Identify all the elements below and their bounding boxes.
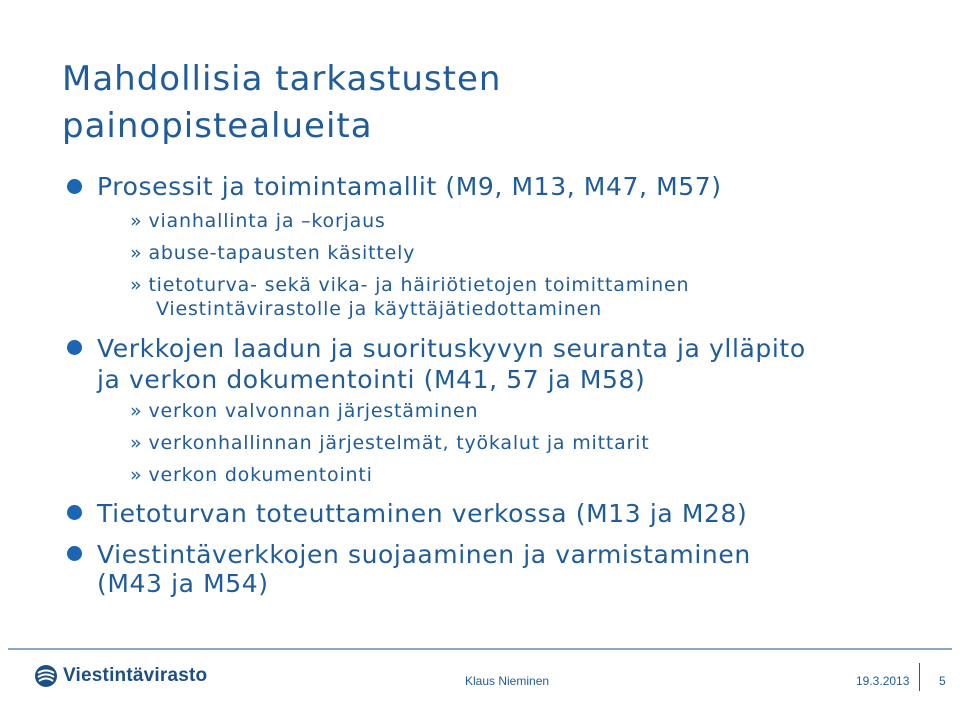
- footer-date: 19.3.2013: [856, 674, 910, 688]
- slide-title: [62, 56, 501, 150]
- sub-item-1-2: [130, 240, 415, 266]
- bullet-text: (M43 ja M54): [97, 569, 269, 598]
- bullet-item-1: [97, 171, 722, 202]
- sub-item-1-3-cont: [156, 296, 602, 322]
- sub-item-text: verkon dokumentointi: [148, 464, 373, 486]
- bullet-item-3: [97, 498, 747, 529]
- sub-bullet-mark: »: [130, 432, 143, 454]
- viestintavirasto-logo-icon: [34, 664, 58, 688]
- bullet-text: Viestintäverkkojen suojaaminen ja varmistaminen: [97, 540, 751, 569]
- viestintavirasto-logo: [34, 664, 207, 688]
- sub-bullet-mark: »: [130, 210, 143, 232]
- sub-item-1-1: [130, 208, 386, 234]
- slide-title-line-1: Mahdollisia tarkastusten: [62, 59, 502, 99]
- sub-item-text: verkon valvonnan järjestäminen: [148, 400, 479, 422]
- page-number: 5: [939, 674, 946, 688]
- bullet-dot: [67, 546, 82, 561]
- bullet-text: Verkkojen laadun ja suorituskyvyn seuranta ja ylläpito: [97, 334, 806, 363]
- sub-item-text: abuse-tapausten käsittely: [148, 242, 416, 264]
- slide-title-line-2: painopistealueita: [62, 106, 373, 146]
- bullet-dot: [67, 340, 82, 355]
- sub-bullet-mark: »: [130, 464, 143, 486]
- bullet-item-4-cont: [97, 568, 269, 599]
- logo-text: Viestintävirasto: [63, 665, 208, 686]
- sub-item-2-2: [130, 430, 649, 456]
- bullet-dot: [67, 179, 82, 194]
- footer-separator: [919, 663, 920, 691]
- sub-bullet-mark: »: [130, 274, 143, 296]
- bullet-item-4: [97, 539, 751, 570]
- bullet-text: Prosessit ja toimintamallit (M9, M13, M47, M57): [97, 172, 722, 201]
- bullet-item-2-cont: [97, 364, 645, 395]
- footer-divider: [8, 648, 952, 650]
- sub-bullet-mark: »: [130, 400, 143, 422]
- sub-bullet-mark: »: [130, 242, 143, 264]
- sub-item-1-3: [130, 272, 689, 298]
- sub-item-text: vianhallinta ja –korjaus: [148, 210, 386, 232]
- sub-item-text: verkonhallinnan järjestelmät, työkalut ja mittarit: [148, 432, 650, 454]
- sub-item-2-3: [130, 462, 373, 488]
- bullet-text: ja verkon dokumentointi (M41, 57 ja M58): [97, 365, 646, 394]
- bullet-text: Tietoturvan toteuttaminen verkossa (M13 ja M28): [97, 499, 748, 528]
- bullet-dot: [67, 505, 82, 520]
- bullet-item-2: [97, 333, 806, 364]
- footer-author: Klaus Nieminen: [465, 674, 550, 688]
- sub-item-text: tietoturva- sekä vika- ja häiriötietojen toimittaminen: [148, 274, 690, 296]
- sub-item-2-1: [130, 398, 478, 424]
- sub-item-text: Viestintävirastolle ja käyttäjätiedottaminen: [156, 298, 602, 320]
